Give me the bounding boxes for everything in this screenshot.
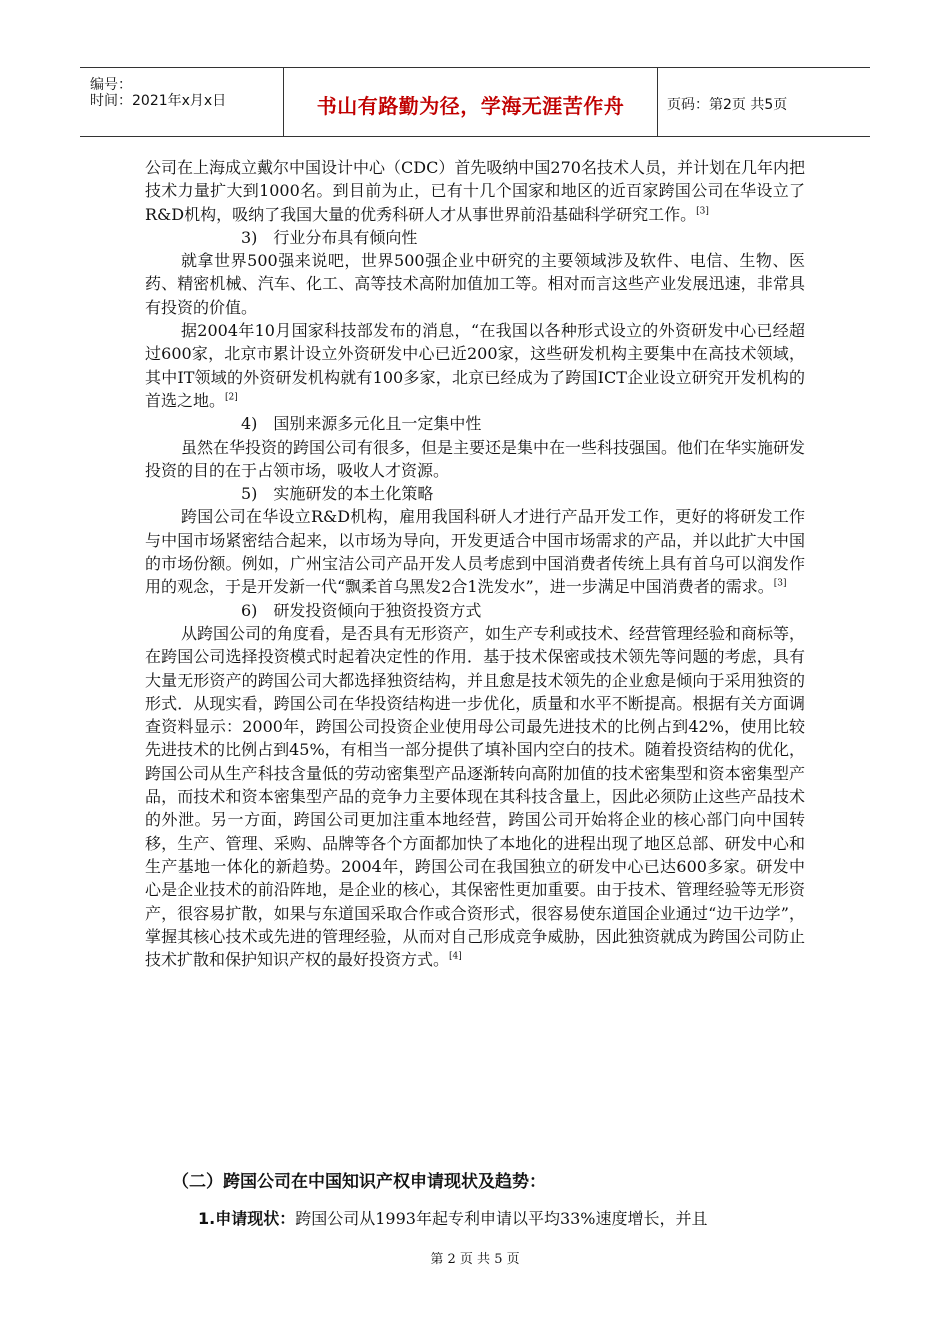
citation-ref: [3] xyxy=(696,206,709,217)
header-meta-cell xyxy=(80,68,283,136)
document-number-label: 编号： xyxy=(90,77,132,93)
subheading-4: 4) 国别来源多元化且一定集中性 xyxy=(241,414,482,434)
paragraph-industry: 就拿世界500强来说吧，世界500强企业中研究的主要领域涉及软件、电信、生物、医药、精密机械、汽车、化工、高等技术高附加值加工等。相对而言这些产业发展迅速，非常具有投资的价值。 xyxy=(145,251,805,317)
paragraph-text: 从跨国公司的角度看，是否具有无形资产，如生产专利或技术、经营管理经验和商标等，在跨国公司选择投资模式时起着决定性的作用．基于技术保密或技术领先等问题的考虑，具有大量无形资产的跨国公司大都选择独资结构，并且愈是技术领先的企业愈是倾向于采用独资的形式．从现实看，跨国公司在华投资结构进一步优化，质量和水平不断提高。根据有关方面调查资料显示：2000年，跨国公司投资企业使用母公司最先进技术的比例占到42%，使用比较先进技术的比例占到45%，有相当一部分提供了填补国内空白的技术。随着投资结构的优化，跨国公司从生产科技含量低的劳动密集型产品逐渐转向高附加值的技术密集型和资本密集型产品，而技术和资本密集型产品的竞争力主要体现在其科技含量上，因此必须防止这些产品技术的外泄。另一方面，跨国公司更加注重本地经营，跨国公司开始将企业的核心部门向中国转移，生产、管理、采购、品牌等各个方面都加快了本地化的进程出现了地区总部、研发中心和生产基地一体化的新趋势。2004年，跨国公司在我国独立的研发中心已达600多家。研发中心是企业技术的前沿阵地，是企业的核心，其保密性更加重要。由于技术、管理经验等无形资产，很容易扩散，如果与东道国采取合作或合资形式，很容易使东道国企业通过“边干边学”，掌握其核心技术或先进的管理经验，从而对自己形成竞争威胁，因此独资就成为跨国公司防止技术扩散和保护知识产权的最好投资方式。 xyxy=(145,623,806,970)
subheading-5: 5) 实施研发的本土化策略 xyxy=(241,484,434,504)
header-page-cell xyxy=(657,68,870,136)
application-status-text: 跨国公司从1993年起专利申请以平均33%速度增长，并且 xyxy=(295,1209,708,1228)
page-header xyxy=(80,67,870,137)
page-footer: 第 2 页 共 5 页 xyxy=(430,1252,520,1267)
paragraph-text: 据2004年10月国家科技部发布的消息，“在我国以各种形式设立的外资研发中心已经超过600家，北京市累计设立外资研发中心已近200家，这些研发机构主要集中在高技术领域，其中IT领域的外资研发机构就有100多家，北京已经成为了跨国ICT企业设立研究开发机构的首选之地。 xyxy=(145,321,805,410)
paragraph-localization xyxy=(145,505,805,598)
paragraph-country-source: 虽然在华投资的跨国公司有很多，但是主要还是集中在一些科技强国。他们在华实施研发投资的目的在于占领市场，吸收人才资源。 xyxy=(145,437,806,480)
paragraph-continued xyxy=(145,156,805,226)
section-title: （二）跨国公司在中国知识产权申请现状及趋势： xyxy=(172,1172,546,1192)
paragraph-text: 跨国公司在华设立R&D机构，雇用我国科研人才进行产品开发工作，更好的将研发工作与中国市场紧密结合起来，以市场为导向，开发更适合中国市场需求的产品，并以此扩大中国的市场份额。例如，广州宝洁公司产品开发人员考虑到中国消费者传统上具有首乌可以润发作用的观念，于是开发新一代“飘柔首乌黑发2合1洗发水”，进一步满足中国消费者的需求。 xyxy=(145,507,805,597)
subheading-6: 6) 研发投资倾向于独资投资方式 xyxy=(241,600,482,620)
header-motto: 书山有路勤为径，学海无涯苦作舟 xyxy=(316,94,625,118)
application-status-label: 1.申请现状： xyxy=(198,1209,296,1228)
document-body xyxy=(145,156,805,971)
paragraph-text: 公司在上海成立戴尔中国设计中心（CDC）首先吸纳中国270名技术人员，并计划在几年内把技术力量扩大到1000名。到目前为止，已有十几个国家和地区的近百家跨国公司在华设立了R&D机构，吸纳了我国大量的优秀科研人才从事世界前沿基础科学研究工作。 xyxy=(145,158,805,224)
document-time-label: 时间：2021年x月x日 xyxy=(90,93,227,109)
header-motto-cell xyxy=(283,68,658,136)
paragraph-rd-centers xyxy=(145,319,805,412)
paragraph-application-status xyxy=(198,1206,708,1229)
citation-ref: [4] xyxy=(449,951,462,962)
subheading-3: 3) 行业分布具有倾向性 xyxy=(241,227,418,247)
citation-ref: [2] xyxy=(225,392,238,403)
citation-ref: [3] xyxy=(773,579,787,590)
paragraph-sole-ownership xyxy=(145,622,805,971)
header-page-number: 页码：第2页 共5页 xyxy=(667,97,788,113)
